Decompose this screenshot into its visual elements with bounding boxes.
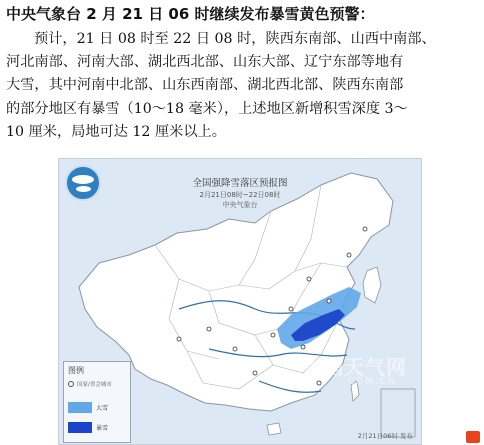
paragraph-line: 大雪，其中河南中北部、山东西南部、湖北西北部、陕西东南部 (6, 77, 404, 94)
watermark: 中国天气网 (302, 355, 407, 379)
city-marker-icon (68, 381, 74, 387)
article-body (6, 28, 480, 144)
land-hainan (267, 423, 281, 435)
map-date-range: 2月21日08时~22日08时 (199, 191, 281, 199)
map-footer-date: 2月21日06时 发布 (357, 432, 413, 440)
heavy-snow-swatch (68, 402, 92, 413)
legend-heavy-snow-label: 大雪 (96, 405, 109, 412)
legend-heavy-snow (68, 402, 108, 413)
snowfall-forecast-map (58, 158, 422, 445)
legend-city-item (68, 380, 112, 388)
blizzard-swatch (68, 422, 92, 433)
paragraph-line: 的部分地区有暴雪（10～18 毫米），上述地区新增积雪深度 3～ (6, 100, 408, 117)
legend-city-label: 国家/省会城市 (77, 382, 112, 388)
corner-badge-icon (466, 431, 480, 443)
headline: 中央气象台 2 月 21 日 06 时继续发布暴雪黄色预警： (6, 5, 375, 23)
paragraph-line: 河北南部、河南大部、湖北西北部、山东大部、辽宁东部等地有 (6, 54, 404, 71)
paragraph-line: 预计，21 日 08 时至 22 日 08 时，陕西东南部、山西中南部、 (34, 31, 436, 47)
map-legend (63, 361, 131, 443)
legend-title: 图例 (68, 366, 84, 375)
paragraph-line: 10 厘米，局地可达 12 厘米以上。 (6, 123, 226, 140)
watermark-sub: COM.CN (347, 377, 397, 387)
legend-blizzard (68, 422, 108, 433)
map-title: 全国强降雪落区预报图 (192, 178, 288, 189)
legend-blizzard-label: 暴雪 (96, 425, 109, 432)
map-issuer: 中央气象台 (222, 201, 258, 209)
